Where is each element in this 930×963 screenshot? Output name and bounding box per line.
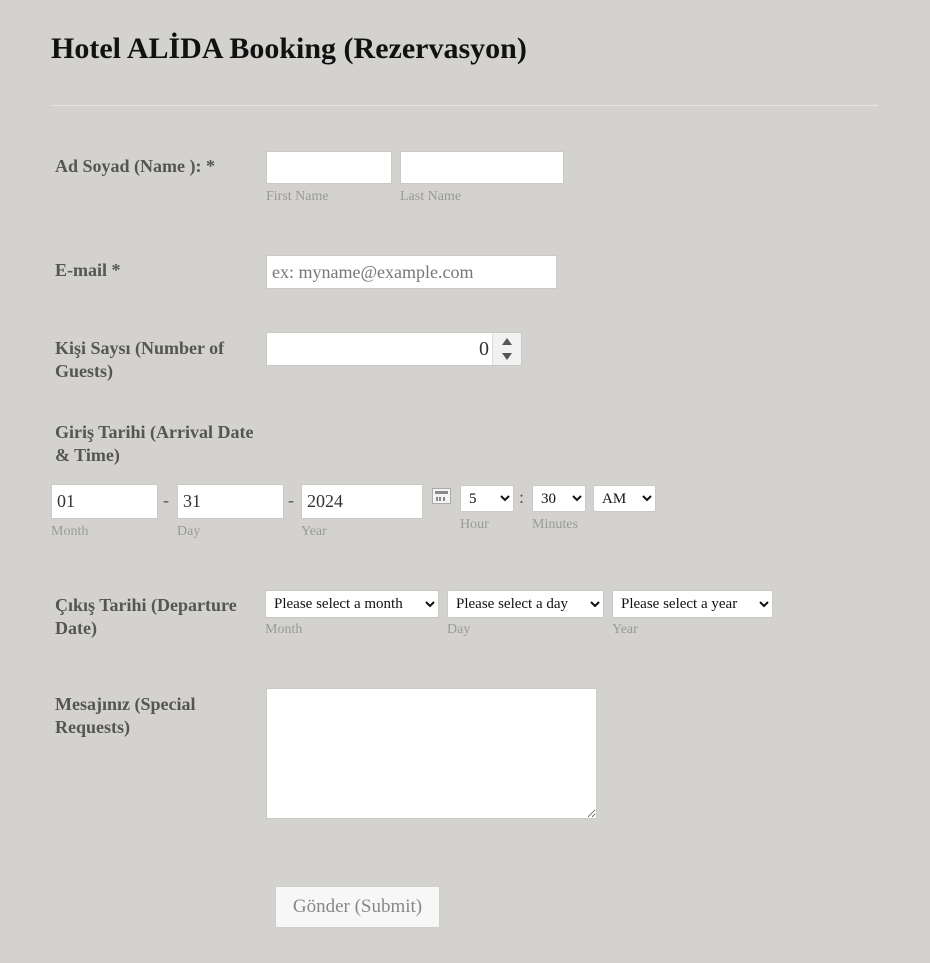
guests-value: 0: [479, 338, 489, 360]
guests-label: Kişi Saysı (Number of Guests): [55, 338, 225, 381]
minutes-sublabel: Minutes: [532, 517, 578, 532]
departure-month-sublabel: Month: [265, 622, 303, 637]
last-name-input[interactable]: [400, 151, 564, 184]
departure-day-sublabel: Day: [447, 622, 471, 637]
departure-year-sublabel: Year: [612, 622, 638, 637]
name-label: Ad Soyad (Name ): *: [55, 156, 215, 176]
arrival-label: Giriş Tarihi (Arrival Date & Time): [55, 422, 254, 465]
first-name-input[interactable]: [266, 151, 392, 184]
first-name-sublabel: First Name: [266, 189, 329, 204]
time-separator: :: [519, 487, 525, 507]
departure-month-select[interactable]: [265, 590, 439, 618]
email-input[interactable]: [266, 255, 557, 289]
departure-day-select[interactable]: [447, 590, 604, 618]
message-textarea[interactable]: [266, 688, 597, 819]
guests-stepper[interactable]: [266, 332, 522, 366]
departure-label: Çıkış Tarihi (Departure Date): [55, 595, 237, 638]
arrival-month-input[interactable]: [51, 484, 158, 519]
calendar-icon[interactable]: [432, 488, 451, 504]
arrival-minutes-select[interactable]: [532, 485, 586, 512]
arrival-hour-select[interactable]: [460, 485, 514, 512]
hour-sublabel: Hour: [460, 517, 489, 532]
date-separator: -: [163, 490, 169, 510]
arrival-day-input[interactable]: [177, 484, 284, 519]
message-label: Mesajınız (Special Requests): [55, 694, 196, 737]
last-name-sublabel: Last Name: [400, 189, 462, 204]
arrival-day-sublabel: Day: [177, 524, 201, 539]
stepper-buttons[interactable]: [492, 333, 521, 365]
submit-button[interactable]: Gönder (Submit): [275, 886, 440, 928]
email-label: E-mail *: [55, 260, 121, 280]
title-divider: [51, 105, 878, 106]
arrival-year-sublabel: Year: [301, 524, 327, 539]
arrival-ampm-select[interactable]: [593, 485, 656, 512]
page-title: Hotel ALİDA Booking (Rezervasyon): [51, 32, 527, 65]
decrement-arrow-icon[interactable]: [502, 353, 512, 360]
departure-year-select[interactable]: [612, 590, 773, 618]
date-separator: -: [288, 490, 294, 510]
arrival-year-input[interactable]: [301, 484, 423, 519]
increment-arrow-icon[interactable]: [502, 338, 512, 345]
arrival-month-sublabel: Month: [51, 524, 89, 539]
